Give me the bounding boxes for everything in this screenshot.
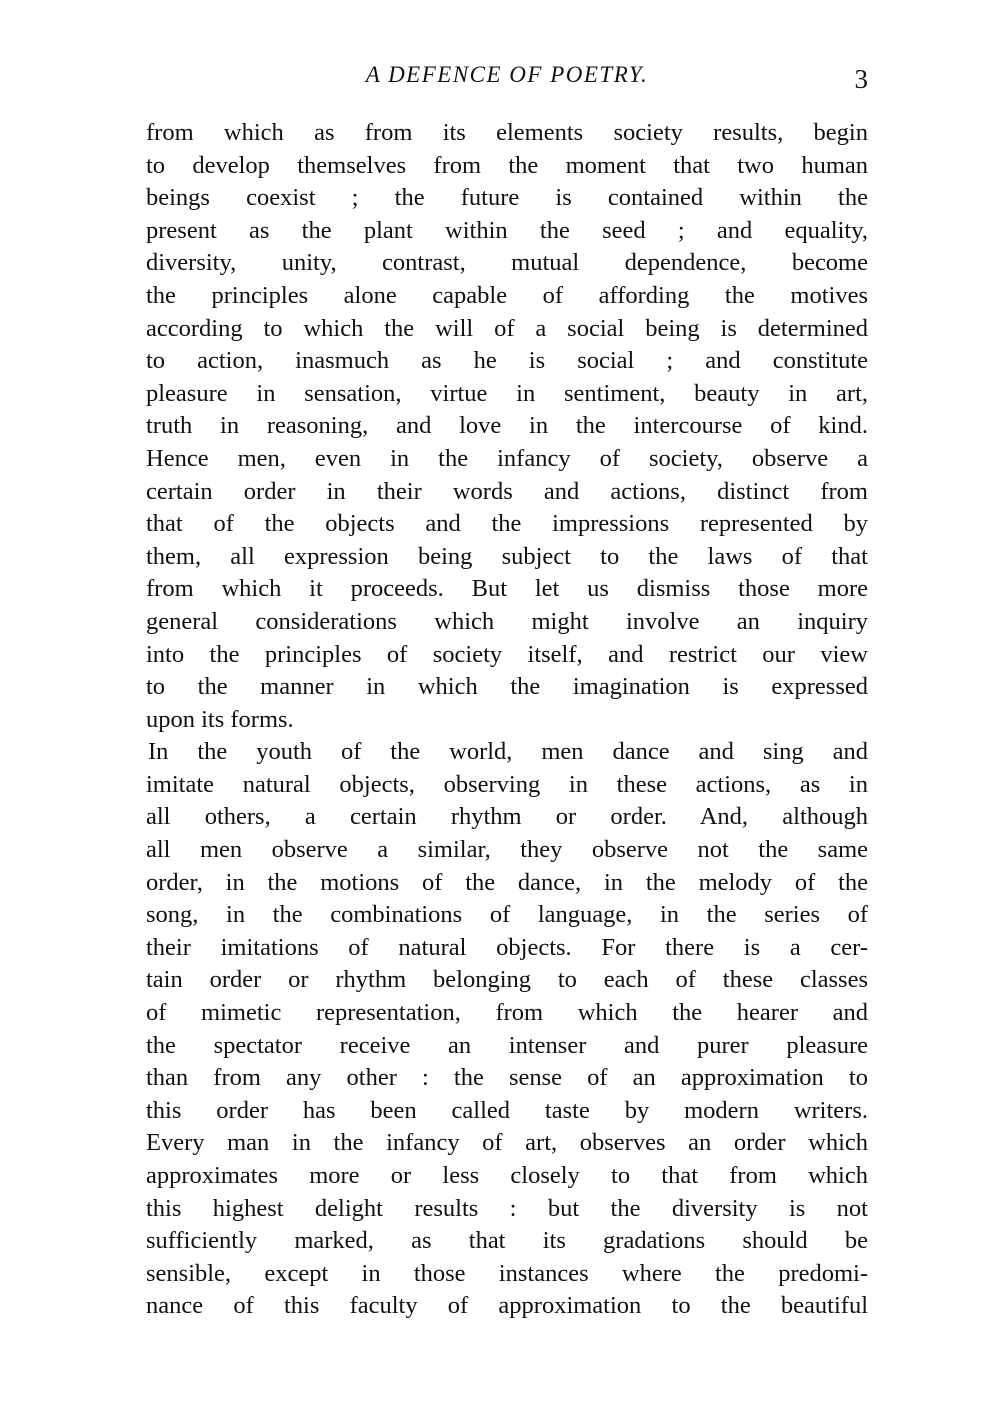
text-line: into the principles of society itself, and restrict our view bbox=[146, 640, 868, 668]
text-line: from which as from its elements society results, begin bbox=[146, 119, 868, 146]
text-line: certain order in their words and actions, distinct from bbox=[146, 477, 868, 505]
text-line: the principles alone capable of affording the motives bbox=[146, 281, 868, 309]
text-line: imitate natural objects, observing in these actions, as in bbox=[146, 770, 868, 798]
text-line: Hence men, even in the infancy of society, observe a bbox=[146, 444, 868, 472]
text-line: than from any other : the sense of an approximation to bbox=[146, 1064, 868, 1092]
text-line: approximates more or less closely to that from which bbox=[146, 1162, 868, 1189]
text-line: beings coexist ; the future is contained within the bbox=[146, 184, 868, 212]
text-line: all men observe a similar, they observe not the same bbox=[146, 836, 868, 864]
paragraph-end-line: upon its forms. bbox=[146, 705, 294, 733]
text-line: tain order or rhythm belonging to each of these classes bbox=[146, 966, 868, 994]
text-line: diversity, unity, contrast, mutual dependence, become bbox=[146, 249, 868, 277]
text-line: truth in reasoning, and love in the intercourse of kind. bbox=[146, 412, 868, 440]
text-line: of mimetic representation, from which the hearer and bbox=[146, 999, 868, 1027]
text-line: their imitations of natural objects. For there is a cer- bbox=[146, 933, 868, 961]
text-line: all others, a certain rhythm or order. And, although bbox=[146, 803, 868, 831]
text-line: present as the plant within the seed ; and equality, bbox=[146, 216, 868, 244]
text-line: from which it proceeds. But let us dismiss those more bbox=[146, 575, 868, 603]
text-line: order, in the motions of the dance, in the melody of the bbox=[146, 868, 868, 896]
body-text bbox=[146, 117, 868, 1323]
running-title: A DEFENCE OF POETRY. bbox=[365, 62, 649, 87]
text-line: this highest delight results : but the diversity is not bbox=[146, 1194, 868, 1222]
text-line: to develop themselves from the moment that two human bbox=[146, 151, 868, 179]
text-line: Every man in the infancy of art, observes an order which bbox=[146, 1129, 868, 1157]
text-line: sensible, except in those instances where the predomi- bbox=[146, 1259, 868, 1287]
paragraph-start-line: In the youth of the world, men dance and sing and bbox=[148, 738, 868, 766]
text-line: song, in the combinations of language, in the series of bbox=[146, 901, 868, 929]
text-line: the spectator receive an intenser and purer pleasure bbox=[146, 1031, 868, 1059]
running-head bbox=[146, 62, 868, 98]
text-line: according to which the will of a social being is determined bbox=[146, 314, 868, 342]
text-line: to the manner in which the imagination is expressed bbox=[146, 673, 868, 701]
text-line: nance of this faculty of approximation to the beautiful bbox=[146, 1292, 868, 1320]
text-line: pleasure in sensation, virtue in sentiment, beauty in art, bbox=[146, 379, 868, 407]
text-line: that of the objects and the impressions represented by bbox=[146, 510, 868, 538]
text-line: sufficiently marked, as that its gradations should be bbox=[146, 1227, 868, 1255]
text-line: this order has been called taste by modern writers. bbox=[146, 1096, 868, 1124]
page-number: 3 bbox=[854, 64, 868, 94]
text-line: to action, inasmuch as he is social ; and constitute bbox=[146, 347, 868, 375]
text-line: general considerations which might involve an inquiry bbox=[146, 607, 868, 635]
text-line: them, all expression being subject to the laws of that bbox=[146, 542, 868, 570]
